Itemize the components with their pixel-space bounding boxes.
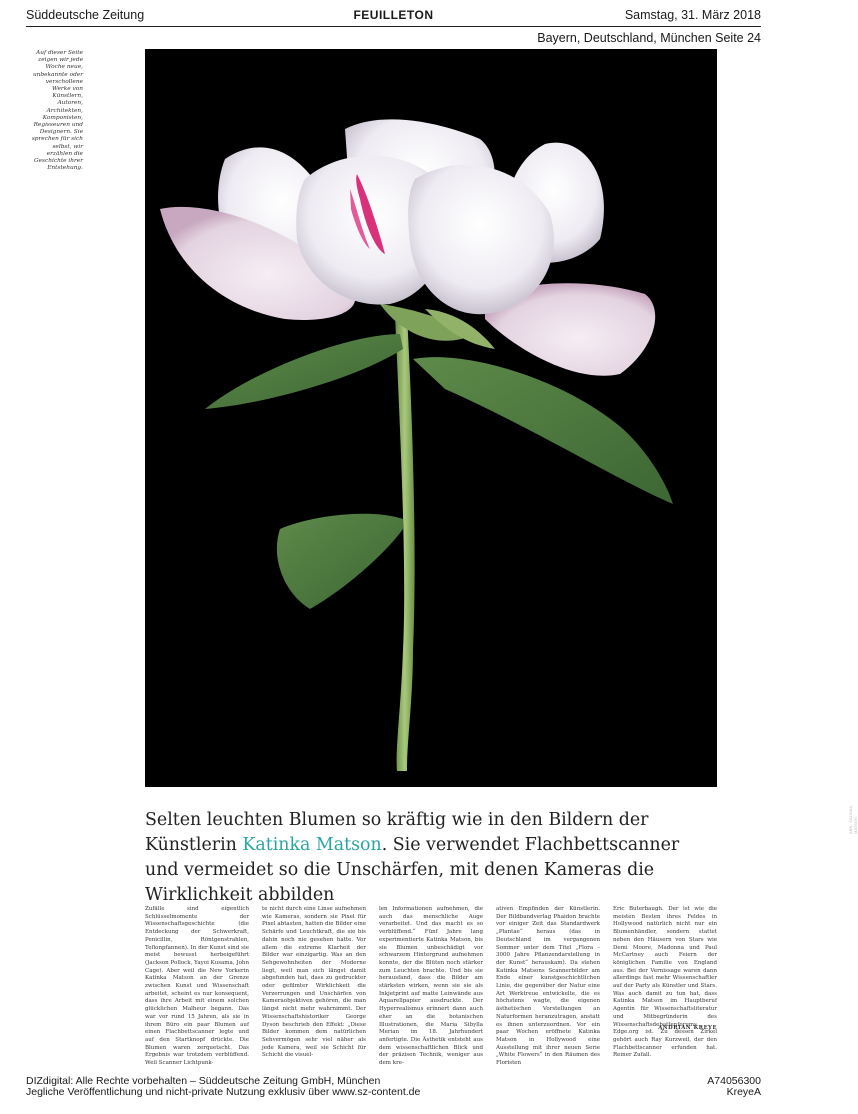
peony-illustration xyxy=(145,49,717,787)
article-body xyxy=(145,906,717,1067)
side-note: Auf dieser Seite zeigen wir jede Woche neue, unbekannte oder verschollene Werke von Künstlern, Autoren, Architekten, Komponisten, Regisseuren und Designern. Sie sprechen für sich selbst, wir erzählen die Geschichte ihrer Entstehung. xyxy=(31,50,83,172)
article-column-2: te nicht durch eine Linse aufnehmen wie Kameras, sondern sie Pixel für Pixel abtasten, hatten die Bilder eine Schärfe und Leuchtkraft, die sie bis dahin noch nie gesehen hatte. Vor allem die extreme Klarheit der Bilder war einzigartig. Was an den Sehgewohnheiten der Moderne liegt, weil man sich längst damit abgefunden hat, dass zu gedruckter oder gefilmter Wirklichkeit die Verzerrungen und Unschärfen von Kameraobjektiven gehören, die man längst nicht mehr wahrnimmt. Der Wissenschaftshistoriker George Dyson beschrieb den Effekt: „Diese Bilder kommen dem natürlichen Sehvermögen sehr viel näher als jede Kamera, weil sie Schicht für Schicht die visuel- xyxy=(262,906,366,1059)
photo-credit: ABB.: KATINKA MATSON xyxy=(848,806,858,834)
edition-info: Bayern, Deutschland, München Seite 24 xyxy=(537,31,761,45)
rights-notice: DIZdigital: Alle Rechte vorbehalten – Süddeutsche Zeitung GmbH, München xyxy=(26,1075,381,1087)
section-title: FEUILLETON xyxy=(353,8,434,22)
masthead xyxy=(26,8,761,28)
usage-notice: Jegliche Veröffentlichung und nicht-private Nutzung exklusiv über www.sz-content.de xyxy=(26,1086,421,1098)
author-byline: ANDRIAN KREYE xyxy=(658,1025,717,1031)
article-column-4: ativen Empfinden der Künstlerin. Der Bildbandverlag Phaidon brachte vor einiger Zeit das Standardwerk „Plantae“ heraus (das in Deutschland im vergangenen Sommer unter dem Titel „Flora – 3000 Jahre Pflanzendarstellung in der Kunst“ herauskam). Da stehen Katinka Matsons Scannerbilder am Ende einer kunstgeschichtlichen Linie, die gegenüber der Natur eine Art Werktreue entwickelte, die es höchstens wagte, die eigenen ästhetischen Vorstellungen an Naturformen heranzutragen, anstatt es ihnen unterzuordnen. Vor ein paar Wochen eröffnete Katinka Matson in Hollywood eine Ausstellung mit ihrer neuen Serie „White Flowers“ in den Räumen des Floristen xyxy=(496,906,600,1067)
article-column-5: Eric Buterbaugh. Der ist wie die meisten Besten ihres Feldes in Hollywood natürlich nicht nur ein Blumenhändler, sondern stattet neben den Häusern von Stars wie Demi Moore, Madonna und Paul McCartney auch Feiern der königlichen Familie von England aus. Bei der Vernissage waren dann allerdings fast mehr Wissenschaftler auf der Party als Künstler und Stars. Was auch damit zu tun hat, dass Katinka Matson im Hauptberuf Agentin für Wissenschaftsliteratur und Mitbegründerin des Wissenschaftsdebattenforums Edge.org ist. Zu dessen Zirkel gehört auch Ray Kurzweil, der den Flachbettscanner erfunden hat. Reiner Zufall. xyxy=(613,906,717,1059)
headline xyxy=(145,808,717,908)
article-column-1: Zufälle sind eigentlich Schlüsselmomente der Wissenschaftsgeschichte (die Entdeckung der Schwerkraft, Penicillin, Röntgenstrahlen, Teflonpfannen). In der Kunst sind sie meist bewusst herbeigeführt (Jackson Pollock, Yayoi Kusama, John Cage). Aber weil die New Yorkerin Katinka Matson an der Grenze zwischen Kunst und Wissenschaft arbeitet, scheint es nur konsequent, dass ihre Arbeit mit einem solchen glücklichen Malheur begann. Das war vor rund 15 Jahren, als sie in ihrem Büro ein paar Blumen auf einen Flachbettscanner legte und auf den Startknopf drückte. Die Blumen waren zerquetscht. Das Ergebnis war trotzdem verblüffend. Weil Scanner Lichtpunk- xyxy=(145,906,249,1067)
headline-text-2: . Sie verwendet Flachbettscanner und vermeidet so die Unschärfen, mit denen Kameras die Wirklichkeit abbilden xyxy=(145,835,680,905)
headline-text-1: Selten leuchten Blumen so kräftig wie in den Bildern der Künstlerin xyxy=(145,810,649,855)
artist-name: Katinka Matson xyxy=(242,835,382,855)
newspaper-name: Süddeutsche Zeitung xyxy=(26,8,145,22)
author-tag: KreyeA xyxy=(726,1086,761,1098)
article-column-3: len Informationen aufnehmen, die auch das menschliche Auge verarbeitet. Und das macht es so verblüffend.“ Fünf Jahre lang experimentierte Katinka Matson, bis sie Blumen unbeschädigt vor schwarzem Hintergrund aufnehmen konnte, der die Blüten noch stärker zum Leuchten brachte. Und bis sie herausfand, dass die Bilder am stärksten wirken, wenn sie sie als Inkjetprint auf matte Leinwände aus Aquarellpapier ausdruckte. Der Hyperrealismus erinnert dann auch eher an die botanischen Illustrationen, die Maria Sibylla Merian im 18. Jahrhundert anfertigte. Die Ästhetik entsteht aus dem wissenschaftlichen Blick und der präzisen Technik, weniger aus dem kre- xyxy=(379,906,483,1067)
header-divider xyxy=(26,26,761,27)
issue-date: Samstag, 31. März 2018 xyxy=(624,8,761,22)
document-code: A74056300 xyxy=(707,1075,761,1087)
